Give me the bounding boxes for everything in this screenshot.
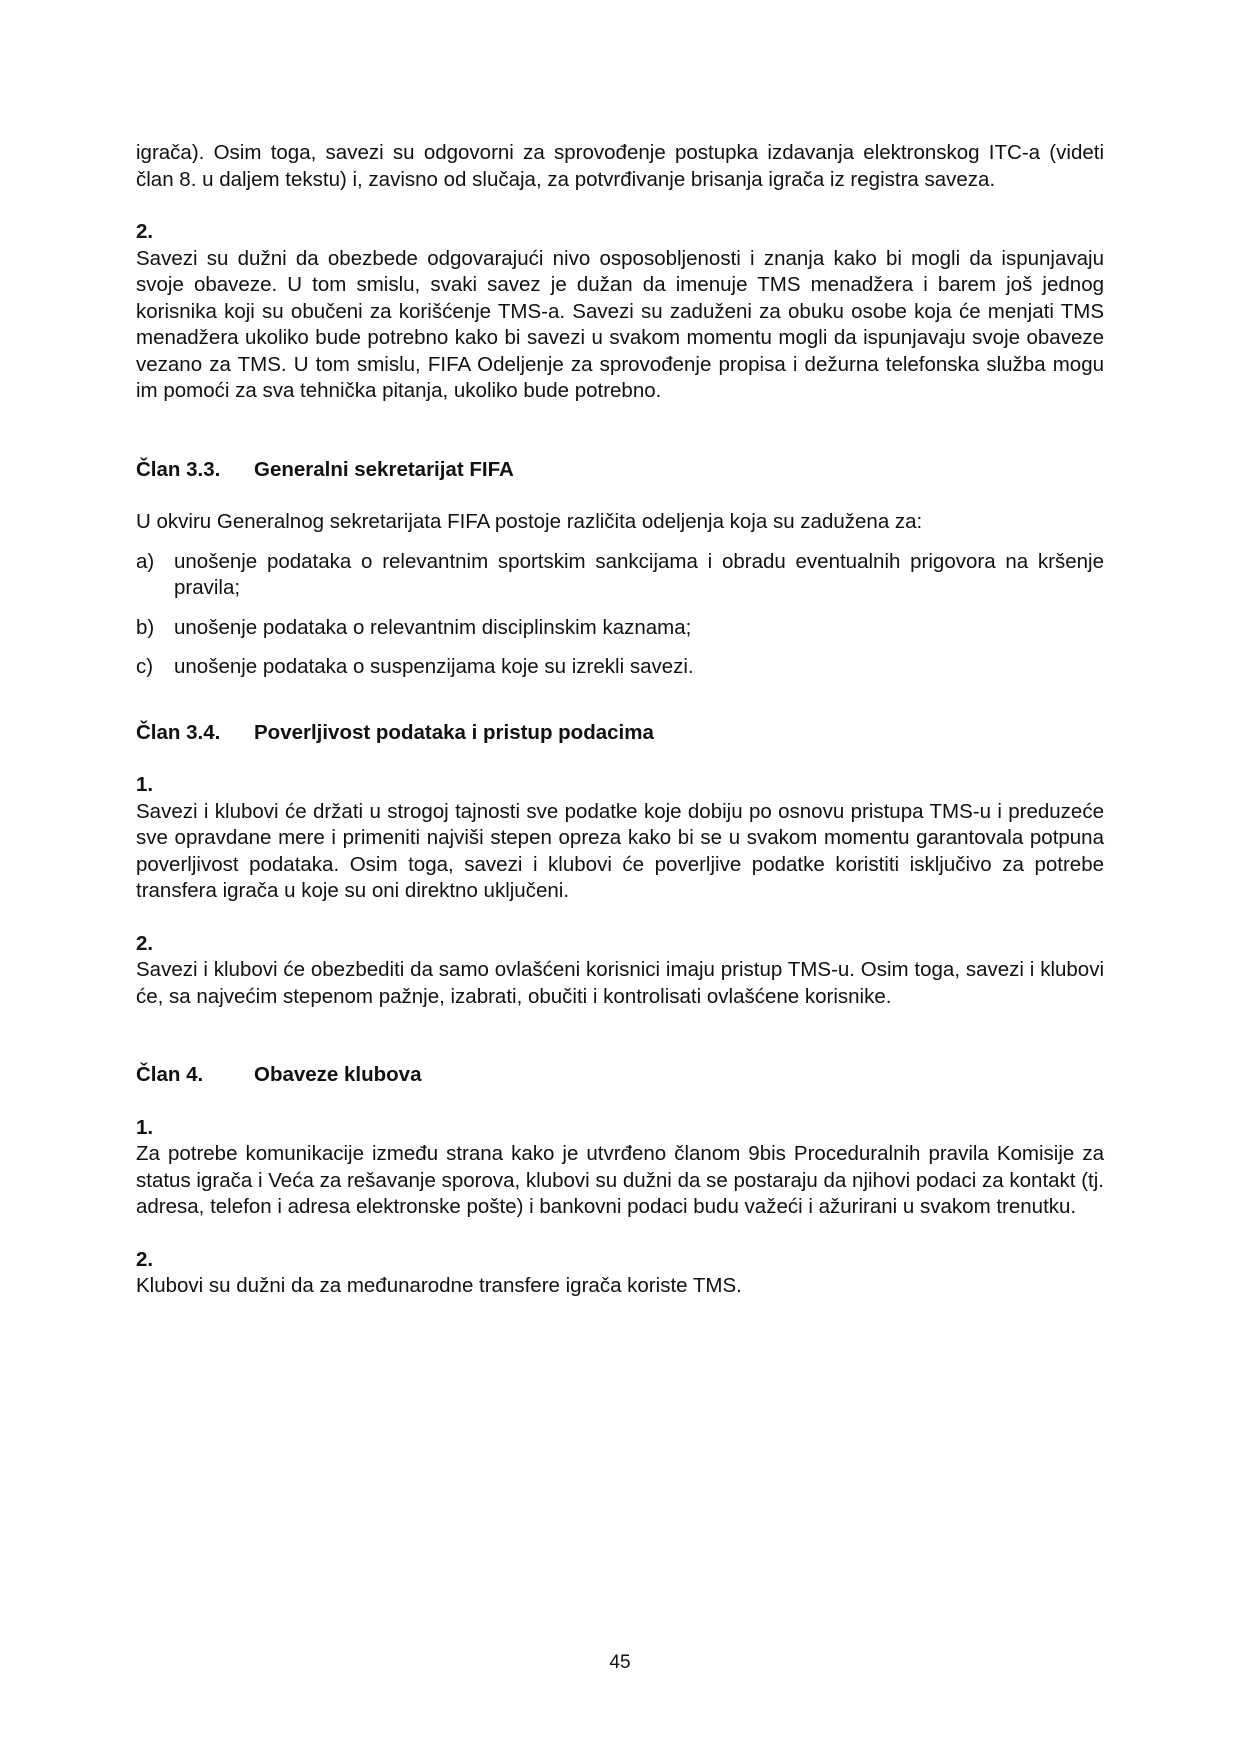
- paragraph-text: Savezi su dužni da obezbede odgovarajući nivo osposobljenosti i znanja kako bi mogli da ispunjavaju svoje obaveze. U tom smislu, svaki savez je dužan da imenuje TMS menadžera i barem još jednog korisnika koji su obučeni za korišćenje TMS-a. Savezi su zaduženi za obuku osobe koja će menjati TMS menadžera ukoliko bude potrebno kako bi savezi u svakom momentu mogli da ispunjavaju svoje obaveze vezano za TMS. U tom smislu, FIFA Odeljenje za sprovođenje propisa i dežurna telefonska služba mogu im pomoći za sva tehnička pitanja, ukoliko bude potrebno.: [136, 246, 1104, 402]
- duties-list: [136, 549, 1104, 681]
- paragraph-number: 2.: [136, 931, 154, 955]
- list-item-text: unošenje podataka o suspenzijama koje su izrekli savezi.: [174, 655, 694, 678]
- article-title: Poverljivost podataka i pristup podacima: [254, 720, 654, 744]
- list-marker: c): [136, 655, 154, 678]
- paragraph-number: 2.: [136, 1247, 154, 1271]
- paragraph-text: Klubovi su dužni da za međunarodne transfere igrača koriste TMS.: [136, 1274, 742, 1297]
- article-heading: [136, 720, 1104, 747]
- list-item-text: unošenje podataka o relevantnim sportskim sankcijama i obradu eventualnih prigovora na kršenje pravila;: [174, 549, 1104, 599]
- paragraph-text: Za potrebe komunikacije između strana kako je utvrđeno članom 9bis Proceduralnih pravila Komisije za status igrača i Veća za rešavanje sporova, klubovi su dužni da se postaraju da njihovi podaci za kontakt (tj. adresa, telefon i adresa elektronske pošte) i bankovni podaci budu važeći i ažurirani u svakom trenutku.: [136, 1142, 1104, 1218]
- document-page: [136, 140, 1104, 1326]
- article-title: Generalni sekretarijat FIFA: [254, 457, 514, 481]
- article-title: Obaveze klubova: [254, 1063, 422, 1086]
- paragraph-number: 2.: [136, 220, 154, 243]
- page-number: 45: [609, 1652, 631, 1673]
- article-number: Član 3.3.: [136, 457, 221, 481]
- paragraph-number: 1.: [136, 1115, 154, 1139]
- article-number: Član 4.: [136, 1063, 204, 1086]
- list-item: [136, 654, 1104, 681]
- intro-paragraph: igrača). Osim toga, savezi su odgovorni za sprovođenje postupka izdavanja elektronskog ITC-a (videti član 8. u daljem tekstu) i, zavisno od slučaja, za potvrđivanje brisanja igrača iz registra saveza.: [136, 141, 1104, 191]
- list-marker: b): [136, 615, 155, 639]
- article-intro: U okviru Generalnog sekretarijata FIFA postoje različita odeljenja koja su zadužena za:: [136, 510, 923, 533]
- list-marker: a): [136, 549, 155, 573]
- paragraph-text: Savezi i klubovi će obezbediti da samo ovlašćeni korisnici imaju pristup TMS-u. Osim toga, savezi i klubovi će, sa najvećim stepenom pažnje, izabrati, obučiti i kontrolisati ovlašćene korisnike.: [136, 958, 1104, 1008]
- article-number: Član 3.4.: [136, 720, 221, 744]
- article-heading: [136, 1062, 1104, 1089]
- list-item: [136, 549, 1104, 602]
- list-item: [136, 615, 1104, 642]
- list-item-text: unošenje podataka o relevantnim disciplinskim kaznama;: [174, 615, 692, 639]
- paragraph-text: Savezi i klubovi će držati u strogoj tajnosti sve podatke koje dobiju po osnovu pristupa TMS-u i preduzeće sve opravdane mere i primeniti najviši stepen opreza kako bi se u svakom momentu garantovala potpuna poverljivost podataka. Osim toga, savezi i klubovi će poverljive podatke koristiti isključivo za potrebe transfera igrača u koje su oni direktno uključeni.: [136, 799, 1104, 902]
- paragraph-number: 1.: [136, 773, 154, 796]
- article-heading: [136, 457, 1104, 484]
